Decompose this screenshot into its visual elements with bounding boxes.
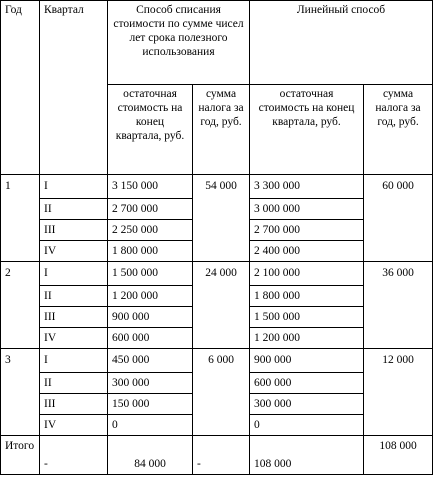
residual-m1-cell: 3 150 000 [108, 175, 193, 199]
table-row [1, 349, 433, 373]
tax-m1-cell: 24 000 [193, 262, 250, 349]
residual-m2-cell: 3 000 000 [250, 199, 364, 220]
total-m2: 108 000 [250, 436, 364, 475]
quarter-cell: II [40, 199, 108, 220]
quarter-cell: III [40, 220, 108, 241]
residual-m2-cell: 2 400 000 [250, 241, 364, 262]
residual-m1-cell: 150 000 [108, 394, 193, 415]
header-year: Год [1, 1, 40, 175]
residual-m2-cell: 0 [250, 415, 364, 436]
header-method-linear: Линейный способ [250, 1, 433, 85]
residual-m2-cell: 2 100 000 [250, 262, 364, 286]
residual-m1-cell: 2 250 000 [108, 220, 193, 241]
quarter-cell: I [40, 349, 108, 373]
table-row [1, 175, 433, 199]
quarter-cell: I [40, 175, 108, 199]
tax-m1-cell: 6 000 [193, 349, 250, 436]
header-quarter: Квартал [40, 1, 108, 175]
residual-m1-cell: 1 500 000 [108, 262, 193, 286]
tax-m2-cell: 60 000 [364, 175, 433, 262]
quarter-cell: I [40, 262, 108, 286]
residual-m1-cell: 450 000 [108, 349, 193, 373]
quarter-cell: II [40, 286, 108, 307]
header-residual-value-m2: остаточная стоимость на конец квартала, руб. [250, 85, 364, 175]
quarter-cell: II [40, 373, 108, 394]
year-cell: 2 [1, 262, 40, 349]
total-label: Итого [1, 436, 40, 475]
quarter-cell: IV [40, 241, 108, 262]
quarter-cell: IV [40, 415, 108, 436]
residual-m2-cell: 1 200 000 [250, 328, 364, 349]
residual-m1-cell: 600 000 [108, 328, 193, 349]
residual-m1-cell: 2 700 000 [108, 199, 193, 220]
residual-m1-cell: 0 [108, 415, 193, 436]
total-tax-m2: 108 000 [364, 436, 433, 475]
total-m1: 84 000 [108, 436, 193, 475]
table-row [1, 262, 433, 286]
residual-m2-cell: 300 000 [250, 394, 364, 415]
header-method-sum-of-years: Способ списания стоимости по сумме чисел лет срока полезного использования [108, 1, 250, 85]
quarter-cell: III [40, 307, 108, 328]
header-tax-m1: сумма налога за год, руб. [193, 85, 250, 175]
residual-m2-cell: 600 000 [250, 373, 364, 394]
tax-m1-cell: 54 000 [193, 175, 250, 262]
residual-m1-cell: 1 200 000 [108, 286, 193, 307]
residual-m1-cell: 300 000 [108, 373, 193, 394]
header-tax-m2: сумма налога за год, руб. [364, 85, 433, 175]
tax-m2-cell: 12 000 [364, 349, 433, 436]
total-row [1, 436, 433, 475]
quarter-cell: III [40, 394, 108, 415]
residual-m1-cell: 1 800 000 [108, 241, 193, 262]
year-cell: 1 [1, 175, 40, 262]
residual-m2-cell: 1 500 000 [250, 307, 364, 328]
total-tax-m1: - [193, 436, 250, 475]
residual-m2-cell: 900 000 [250, 349, 364, 373]
year-cell: 3 [1, 349, 40, 436]
residual-m2-cell: 1 800 000 [250, 286, 364, 307]
residual-m2-cell: 3 300 000 [250, 175, 364, 199]
tax-m2-cell: 36 000 [364, 262, 433, 349]
total-quarter: - [40, 436, 108, 475]
header-residual-value-m1: остаточная стоимость на конец квартала, руб. [108, 85, 193, 175]
residual-m2-cell: 2 700 000 [250, 220, 364, 241]
quarter-cell: IV [40, 328, 108, 349]
residual-m1-cell: 900 000 [108, 307, 193, 328]
